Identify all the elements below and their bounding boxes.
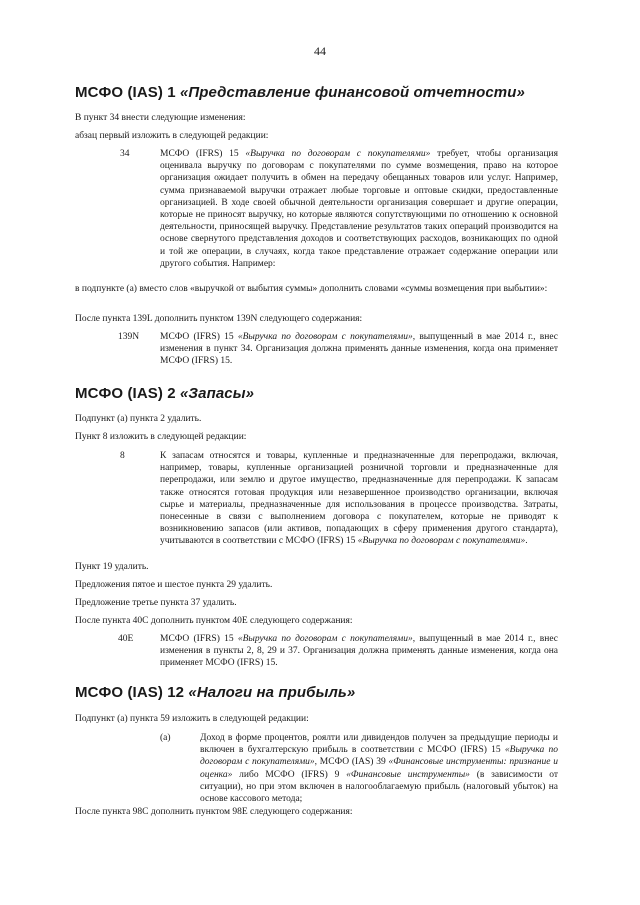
paragraph-34-text: МСФО (IFRS) 15 «Выручка по договорам с покупателями» требует, чтобы организация оценивала выручку по договорам с покупателями по сумме возмещения, право на которое организация ожидает получить в обмен на передачу обещанных товаров или услуг. Например, сумма признаваемой выручки отражает любые торговые и оптовые скидки, предоставленные организацией. В ходе своей обычной деятельности организация совершает и другие операции, которые не приносят выручку, но которые являются сопутствующими по отношению к основной деятельности, приносящей выручку. Представление результатов таких операций производится на основе свернутого представления доходов и соответствующих расходов, возникающих по одной и той же операции, в случаях, когда такое представление отражает содержание операции или другого события. Например:	[160, 149, 558, 269]
ias2-line-6: После пункта 40С дополнить пунктом 40Е следующего содержания:	[75, 616, 353, 626]
subpoint-a-label: (a)	[160, 733, 171, 743]
paragraph-number-139n: 139N	[118, 332, 140, 342]
ias1-subpoint-change: в подпункте (а) вместо слов «выручкой от выбытия суммы» дополнить словами «суммы возмещения при выбытии»:	[75, 284, 548, 294]
heading-ias-2: МСФО (IAS) 2 «Запасы»	[75, 385, 255, 402]
heading-ias-12: МСФО (IAS) 12 «Налоги на прибыль»	[75, 684, 356, 701]
ias2-line-3: Пункт 19 удалить.	[75, 562, 149, 572]
paragraph-number-8: 8	[120, 451, 125, 461]
paragraph-number-34: 34	[120, 149, 130, 159]
paragraph-40e-text: МСФО (IFRS) 15 «Выручка по договорам с покупателями», выпущенный в мае 2014 г., внес изменения в пункты 2, 8, 29 и 37. Организация должна применять данные изменения, когда она применяет МСФО (IFRS) 15.	[160, 634, 558, 669]
ias1-add-139n: После пункта 139L дополнить пунктом 139N следующего содержания:	[75, 314, 363, 324]
ias2-line-1: Подпункт (а) пункта 2 удалить.	[75, 414, 202, 424]
ias12-line-1: Подпункт (а) пункта 59 изложить в следующей редакции:	[75, 714, 309, 724]
ias2-line-5: Предложение третье пункта 37 удалить.	[75, 598, 237, 608]
ias2-line-2: Пункт 8 изложить в следующей редакции:	[75, 432, 247, 442]
subpoint-a-text: Доход в форме процентов, роялти или дивидендов получен за предыдущие периоды и включен в бухгалтерскую прибыль в соответствии с МСФО (IFRS) 15 «Выручка по договорам с покупателями», МСФО (IAS) 39 «Финансовые инструменты: признание и оценка» либо МСФО (IFRS) 9 «Финансовые инструменты» (в зависимости от ситуации), но при этом включен в налогооблагаемую прибыль (налоговый убыток) на основе кассового метода;	[200, 733, 558, 805]
paragraph-139n-text: МСФО (IFRS) 15 «Выручка по договорам с покупателями», выпущенный в мае 2014 г., внес изменения в пункт 34. Организация должна применять данные изменения, когда она применяет МСФО (IFRS) 15.	[160, 332, 558, 367]
heading-ias-1: МСФО (IAS) 1 «Представление финансовой отчетности»	[75, 84, 525, 101]
ias12-line-2: После пункта 98С дополнить пунктом 98Е следующего содержания:	[75, 807, 353, 817]
paragraph-8-text: К запасам относятся и товары, купленные и предназначенные для перепродажи, включая, например, товары, купленные организацией розничной торговли и предназначенные для перепродажи, или землю и другое имущество, предназначенные для перепродажи. К запасам также относятся готовая продукция или незавершенное производство организации, включая сырье и материалы, предназначенные для использования в процессе производства. Затраты, понесенные в связи с выполнением договора с покупателем, которые не приводят к возникновению запасов (или активов, попадающих в сферу применения другого стандарта), учитываются в соответствии с МСФО (IFRS) 15 «Выручка по договорам с покупателями».	[160, 451, 558, 547]
ias2-line-4: Предложения пятое и шестое пункта 29 удалить.	[75, 580, 273, 590]
ias1-intro-2: абзац первый изложить в следующей редакции:	[75, 131, 269, 141]
paragraph-number-40e: 40E	[118, 634, 134, 644]
ias1-intro-1: В пункт 34 внести следующие изменения:	[75, 113, 246, 123]
page-number: 44	[314, 44, 326, 58]
